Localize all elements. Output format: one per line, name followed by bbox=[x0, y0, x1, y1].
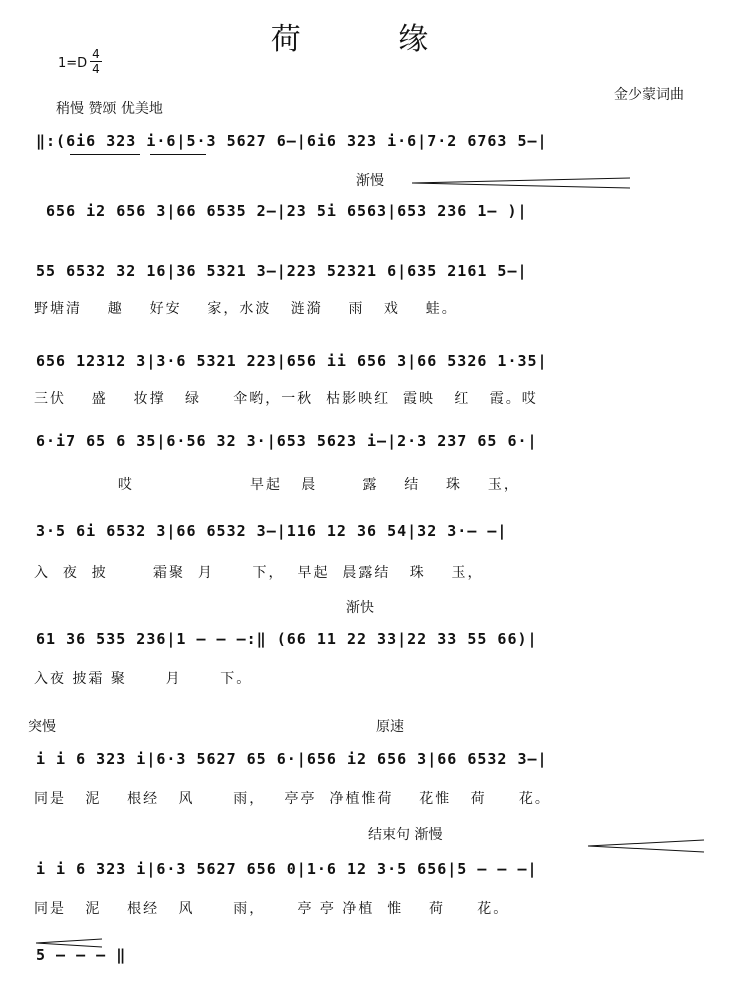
time-signature-bottom: 4 bbox=[92, 62, 100, 76]
decrescendo-hairpin bbox=[410, 176, 632, 190]
crescendo-hairpin bbox=[586, 838, 706, 854]
lyric-line-3: 野塘清 趣 好安 家，水波 涟漪 雨 戏 蛙。 bbox=[34, 301, 458, 317]
tempo-mark-accel: 渐快 bbox=[346, 600, 374, 616]
tempo-mark-rit: 渐慢 bbox=[356, 173, 384, 189]
lyric-line-7: 入夜 披霜 聚 月 下。 bbox=[34, 671, 253, 687]
score-line-notes: i i 6 323 i|6·3 5627 65 6·|656 i2 656 3|66 6532 3–| bbox=[36, 750, 548, 768]
song-title: 荷 缘 bbox=[270, 22, 473, 57]
score-line-notes: 5 – – – ‖ bbox=[36, 946, 127, 964]
time-signature bbox=[90, 47, 102, 76]
time-signature-top: 4 bbox=[92, 47, 100, 61]
score-line-notes: 61 36 535 236|1 – – –:‖ (66 11 22 33|22 33 55 66)| bbox=[36, 630, 538, 648]
tempo-marking: 稍慢 赞颂 优美地 bbox=[56, 101, 163, 117]
lyric-line-5: 哎 早起 晨 露 结 珠 玉， bbox=[34, 477, 520, 493]
lyric-line-4: 三伏 盛 妆撑 绿 伞哟，一秋 枯影映红 霞映 红 霞。哎 bbox=[34, 391, 538, 407]
composer-credit: 金少蒙词曲 bbox=[614, 87, 684, 103]
score-line-notes: 55 6532 32 16|36 5321 3–|223 52321 6|635 2161 5–| bbox=[36, 262, 528, 280]
score-line-notes: 656 12312 3|3·6 5321 223|656 ii 656 3|66 5326 1·35| bbox=[36, 352, 548, 370]
lyric-line-6: 入 夜 披 霜聚 月 下， 早起 晨露结 珠 玉， bbox=[34, 565, 484, 581]
tempo-mark-coda-rit: 结束句 渐慢 bbox=[368, 827, 443, 843]
score-line-notes: 656 i2 656 3|66 6535 2–|23 5i 6563|653 236 1– )| bbox=[36, 202, 528, 220]
tempo-mark-sudden-slow: 突慢 bbox=[28, 719, 56, 735]
lyric-line-9: 同是 泥 根经 风 雨， 亭 亭 净植 惟 荷 花。 bbox=[34, 901, 510, 917]
score-line-notes: 6·i7 65 6 35|6·56 32 3·|653 5623 i–|2·3 237 65 6·| bbox=[36, 432, 538, 450]
score-line-notes: 3·5 6i 6532 3|66 6532 3–|116 12 36 54|32 3·– –| bbox=[36, 522, 508, 540]
beat-underline bbox=[150, 154, 206, 155]
beat-underline bbox=[70, 154, 140, 155]
tempo-mark-a-tempo: 原速 bbox=[376, 719, 404, 735]
score-line-notes: i i 6 323 i|6·3 5627 656 0|1·6 12 3·5 656|5 – – –| bbox=[36, 860, 538, 878]
lyric-line-8: 同是 泥 根经 风 雨， 亭亭 净植惟荷 花惟 荷 花。 bbox=[34, 791, 551, 807]
key-signature: 1=D bbox=[58, 56, 88, 71]
score-line-notes: ‖:(6i6 323 i·6|5·3 5627 6–|6i6 323 i·6|7·2 6763 5–| bbox=[36, 132, 548, 150]
